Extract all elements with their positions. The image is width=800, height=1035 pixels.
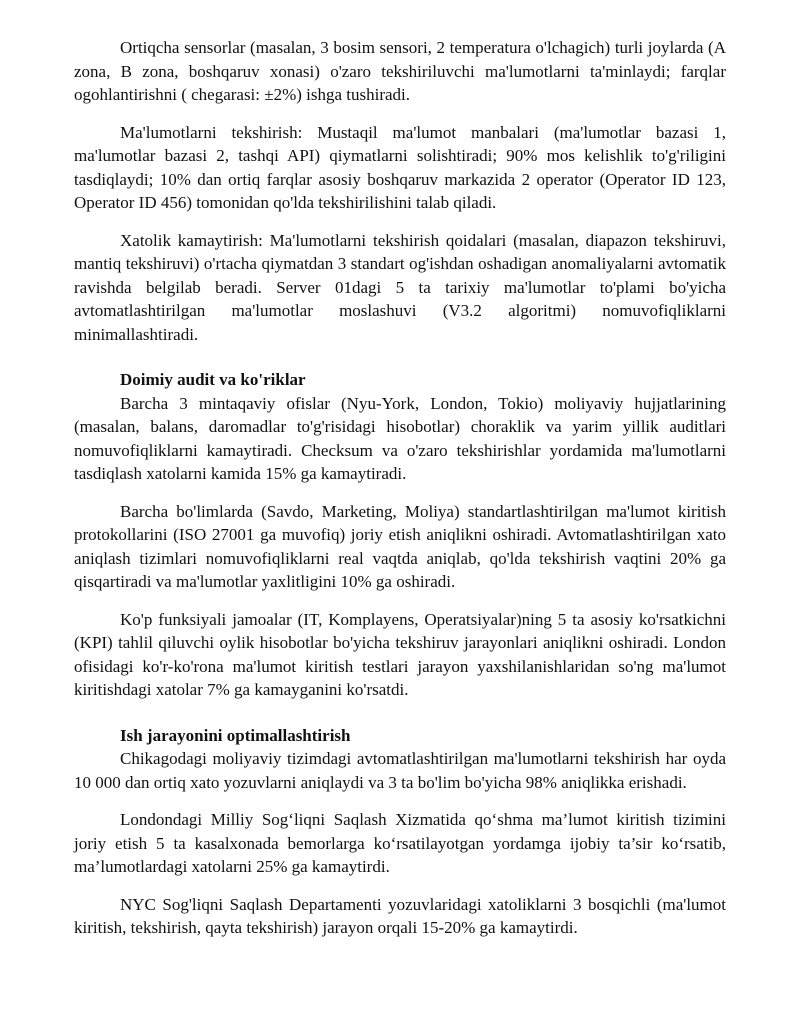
section-heading-workflow: Ish jarayonini optimallashtirish bbox=[120, 725, 351, 745]
paragraph-regional-audits: Barcha 3 mintaqaviy ofislar (Nyu-York, London, Tokio) moliyaviy hujjatlarining (masalan, balans, daromadlar to'g'risidagi hisobotlar) choraklik va yarim yillik auditlari nomuvofiqliklarni kamaytiradi. Checksum va o'zaro tekshirishlar yordamida ma'lumotlarni tasdiqlash xatolarni kamida 15% ga kamaytiradi. bbox=[74, 393, 726, 483]
paragraph-data-verification: Ma'lumotlarni tekshirish: Mustaqil ma'lumot manbalari (ma'lumotlar bazasi 1, ma'lumotlar bazasi 2, tashqi API) qiymatlarni solishtiradi; 90% mos kelishlik to'g'riligini tasdiqlaydi; 10% dan ortiq farqlar asosiy boshqaruv markazida 2 operator (Operator ID 123, Operator ID 456) tomonidan qo'lda tekshirilishini talab qiladi. bbox=[74, 122, 726, 212]
paragraph-standardized-protocols: Barcha bo'limlarda (Savdo, Marketing, Moliya) standartlashtirilgan ma'lumot kiritish protokollarini (ISO 27001 ga muvofiq) joriy etish aniqlikni oshiradi. Avtomatlashtirilgan xato aniqlash tizimlari nomuvofiqliklarni real vaqtda aniqlab, qo'lda tekshirish vaqtini 20% ga qisqartiradi va ma'lumotlar yaxlitligini 10% ga oshiradi. bbox=[74, 501, 726, 591]
paragraph-cross-functional-teams: Ko'p funksiyali jamoalar (IT, Komplayens, Operatsiyalar)ning 5 ta asosiy ko'rsatkichni (KPI) tahlil qiluvchi oylik hisobotlar bo'yicha tekshiruv jarayonlari aniqlikni oshiradi. London ofisidagi ko'r-ko'rona ma'lumot kiritish testlari jarayon yaxshilanishlaridan so'ng ma'lumot kiritishdagi xatolar 7% ga kamayganini ko'rsatdi. bbox=[74, 609, 726, 699]
paragraph-error-reduction: Xatolik kamaytirish: Ma'lumotlarni tekshirish qoidalari (masalan, diapazon tekshiruvi, mantiq tekshiruvi) o'rtacha qiymatdan 3 standart og'ishdan oshadigan anomaliyalarni avtomatik ravishda belgilab beradi. Server 01dagi 5 ta tarixiy ma'lumotlar to'plami bo'yicha avtomatlashtirilgan ma'lumotlar moslashuvi (V3.2 algoritmi) nomuvofiqliklarni minimallashtiradi. bbox=[74, 230, 726, 344]
paragraph-redundant-sensors: Ortiqcha sensorlar (masalan, 3 bosim sensori, 2 temperatura o'lchagich) turli joylarda (A zona, B zona, boshqaruv xonasi) o'zaro tekshiriluvchi ma'lumotlarni ta'minlaydi; farqlar ogohlantirishni ( chegarasi: ±2%) ishga tushiradi. bbox=[74, 38, 726, 104]
paragraph-chicago-system: Chikagodagi moliyaviy tizimdagi avtomatlashtirilgan ma'lumotlarni tekshirish har oyda 10 000 dan ortiq xato yozuvlarni aniqlaydi va 3 ta bo'lim bo'yicha 98% aniqlikka erishadi. bbox=[74, 749, 726, 792]
section-heading-audit: Doimiy audit va ko'riklar bbox=[120, 370, 306, 389]
paragraph-london-nhs: Londondagi Milliy Sog‘liqni Saqlash Xizmatida qo‘shma ma’lumot kiritish tizimini joriy etish 5 ta kasalxonada bemorlarga ko‘rsatilayotgan yordamga ijobiy ta’sir ko‘rsatib, ma’lumotlardagi xatolarni 25% ga kamaytirdi. bbox=[74, 810, 726, 876]
document-page bbox=[74, 36, 726, 954]
paragraph-nyc-health: NYC Sog'liqni Saqlash Departamenti yozuvlaridagi xatoliklarni 3 bosqichli (ma'lumot kiritish, tekshirish, qayta tekshirish) jarayon orqali 15-20% ga kamaytirdi. bbox=[74, 894, 726, 937]
